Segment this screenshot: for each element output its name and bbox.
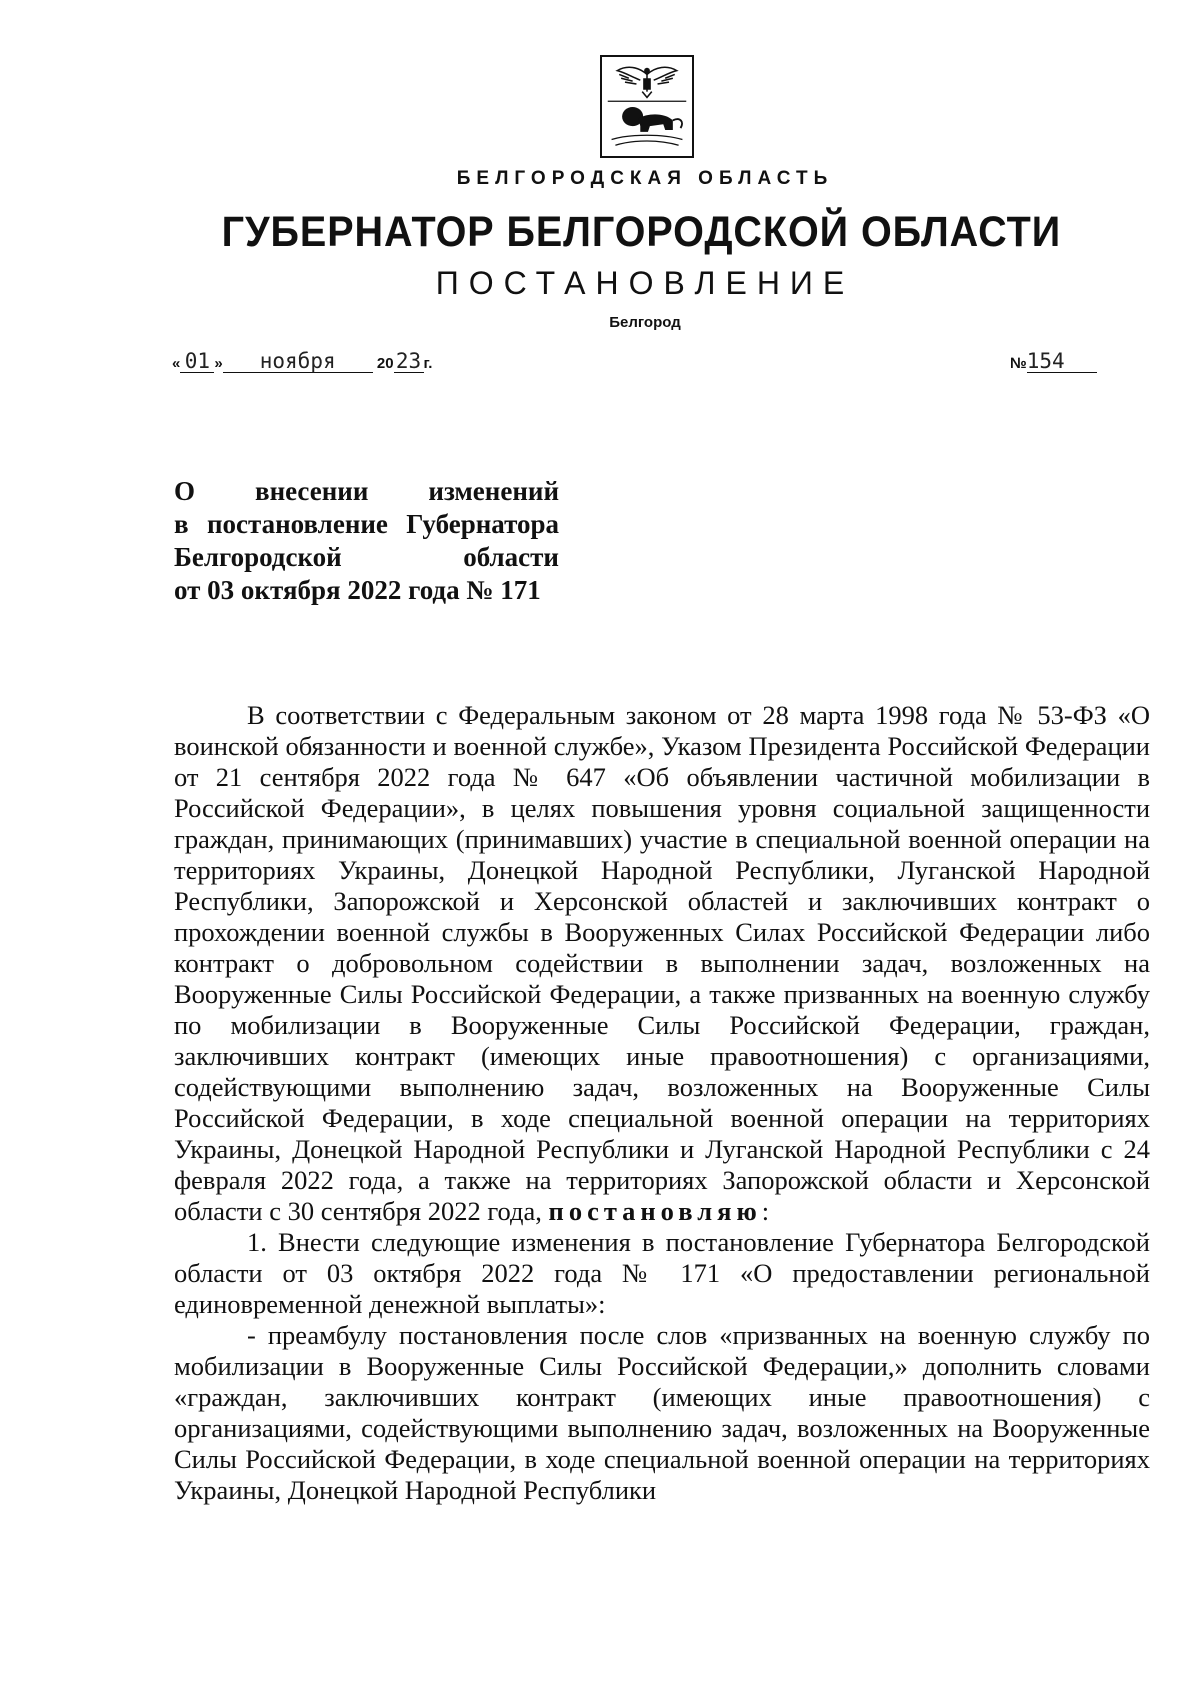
subject-line: Белгородской области — [174, 542, 559, 572]
date-year-prefix: 20 — [376, 355, 394, 372]
date-month: ноября — [223, 350, 373, 373]
subject-line: в постановление Губернатора — [174, 509, 559, 539]
date-line — [172, 350, 432, 373]
subject-line: О внесении изменений — [174, 476, 559, 506]
body-paragraph: - преамбулу постановления после слов «призванных на военную службу по мобилизации в Вооруженные Силы Российской Федерации,» дополнить словами «граждан, заключивших контракт (имеющих иные правоотношения) с организациями, содействующими выполнению задач, возложенных на Вооруженные Силы Российской Федерации, в ходе специальной военной операции на территориях Украины, Донецкой Народной Республики — [174, 1320, 1150, 1505]
number-label: № — [1010, 355, 1027, 372]
paragraph-text: В соответствии с Федеральным законом от 28 марта 1998 года № 53-ФЗ «О воинской обязанности и военной службе», Указом Президента Российской Федерации от 21 сентября 2022 года № 647 «Об объявлении частичной мобилизации в Российской Федерации», в целях повышения уровня социальной защищенности граждан, принимающих (принимавших) участие в специальной военной операции на территориях Украины, Донецкой Народной Республики, Луганской Народной Республики, Запорожской и Херсонской областей и заключивших контракт о прохождении военной службы в Вооруженных Силах Российской Федерации либо контракт о добровольном содействии в выполнении задач, возложенных на Вооруженные Силы Российской Федерации, а также призванных на военную службу по мобилизации в Вооруженные Силы Российской Федерации, граждан, заключивших контракт (имеющих иные правоотношения) с организациями, содействующими выполнению задач, возложенных на Вооруженные Силы Российской Федерации, в ходе специальной военной операции на территориях Украины, Донецкой Народной Республики и Луганской Народной Республики с 24 февраля 2022 года, а также на территориях Запорожской области и Херсонской области с 30 сентября 2022 года, — [174, 700, 1150, 1226]
body-paragraph — [174, 700, 1150, 1227]
date-year-abbr: г. — [423, 355, 433, 372]
body-paragraph: 1. Внести следующие изменения в постановление Губернатора Белгородской области от 03 октября 2022 года № 171 «О предоставлении региональной единовременной денежной выплаты»: — [174, 1227, 1150, 1319]
coat-of-arms-emblem — [600, 55, 694, 158]
date-open-quote: « — [172, 355, 181, 372]
document-subject — [174, 475, 559, 607]
region-heading: БЕЛГОРОДСКАЯ ОБЛАСТЬ — [456, 168, 834, 189]
subject-line: от 03 октября 2022 года № 171 — [174, 575, 541, 605]
date-day: 01 — [180, 350, 214, 373]
date-close-quote: » — [214, 355, 223, 372]
issuer-title: ГУБЕРНАТОР БЕЛГОРОДСКОЙ ОБЛАСТИ — [221, 208, 1062, 256]
resolve-word: постановляю — [548, 1196, 762, 1226]
date-year-suffix: 23 — [394, 350, 424, 373]
document-body — [174, 700, 1150, 1506]
document-type: ПОСТАНОВЛЕНИЕ — [435, 265, 855, 301]
document-number: 154 — [1027, 350, 1097, 373]
coat-of-arms-icon — [602, 57, 692, 156]
resolve-colon: : — [761, 1196, 770, 1226]
city-label: Белгород — [609, 314, 681, 331]
document-number-line — [1010, 350, 1097, 373]
